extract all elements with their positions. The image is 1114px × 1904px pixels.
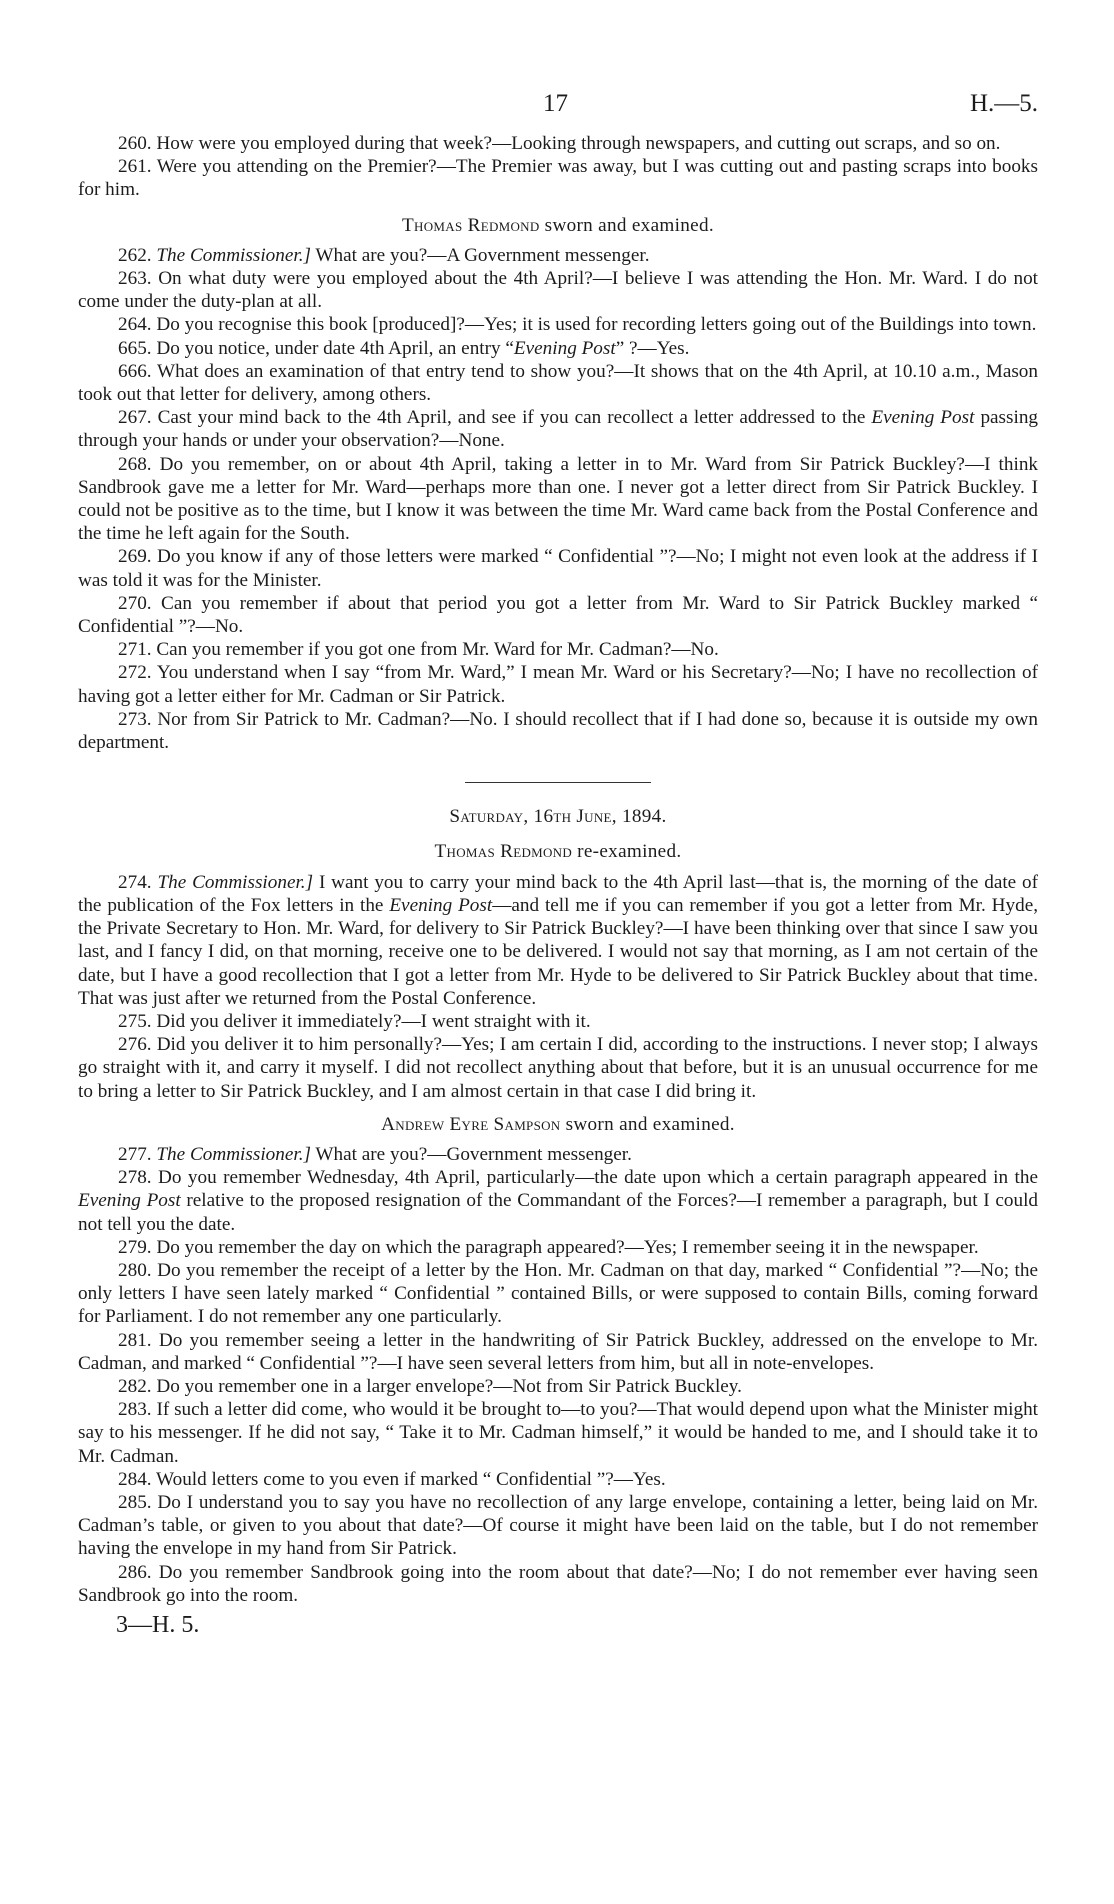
question-answer <box>78 1561 1038 1607</box>
question-answer <box>78 708 1038 754</box>
question-answer <box>78 1033 1038 1103</box>
question-number: 264. <box>118 314 152 336</box>
answer-dash: — <box>736 1190 757 1212</box>
question-number: 281. <box>118 1329 152 1351</box>
answer-dash: — <box>637 1399 657 1421</box>
question-answer <box>78 1010 1038 1033</box>
question-answer <box>78 267 1038 313</box>
answer-dash: — <box>195 616 215 638</box>
question-text: Can you remember if you got one from Mr. Ward for Mr. Cadman? <box>156 639 672 661</box>
question-answer <box>78 1398 1038 1468</box>
question-number: 282. <box>118 1375 152 1397</box>
answer-text: Looking through newspapers, and cutting out scraps, and so on. <box>511 133 1001 154</box>
answer-text: The Premier was away, but I was cutting out and pasting scraps into books for him. <box>78 156 1038 201</box>
answer-text: Not from Sir Patrick Buckley. <box>512 1375 742 1397</box>
question-number: 285. <box>118 1491 152 1513</box>
question-answer <box>78 155 1038 201</box>
question-answer <box>78 360 1038 406</box>
sampson-examination <box>78 1143 1038 1607</box>
running-head <box>78 92 1038 132</box>
question-number: 267. <box>118 407 152 429</box>
publication-title: Evening Post <box>871 407 975 429</box>
question-number: 260. <box>118 133 152 154</box>
answer-text: Yes. <box>632 1468 666 1490</box>
question-answer <box>78 244 1038 267</box>
answer-text: I think Sandbrook gave me a letter for Mr. Ward—perhaps more than one. I never got a letter direct from Sir Patrick Buckley. I could not be positive as to the time, but I know it was between the time Mr. Ward came back from the Postal Conference and the time he left again for the South. <box>78 453 1039 545</box>
answer-text: Yes; I am certain I did, according to the instructions. I never stop; I always go straight with it, and carry it myself. I did not recollect anything about that before, but it is an unusual occurrence for me to bring a letter to Sir Patrick Buckley, and I am almost certain in that case I did bring it. <box>78 1034 1038 1102</box>
question-answer <box>78 1259 1038 1329</box>
answer-dash: — <box>427 1143 447 1165</box>
question-answer <box>78 1143 1038 1166</box>
question-text: Do you remember the day on which the paragraph appeared? <box>156 1236 625 1258</box>
question-answer <box>78 545 1038 591</box>
question-text: —and tell me if you can remember if you got a letter from Mr. Hyde, the Private Secretary to Hon. Mr. Ward, for delivery to Sir Patrick Buckley? <box>78 894 1039 940</box>
answer-text: Government messenger. <box>446 1143 632 1165</box>
question-text: Do I understand you to say you have no recollection of any large envelope, containing a letter, being laid on Mr. Cadman’s table, or given to you about that date? <box>78 1491 1039 1537</box>
answer-dash: — <box>492 133 512 154</box>
question-text: Were you attending on the Premier? <box>156 156 437 178</box>
question-answer <box>78 1329 1038 1375</box>
question-number: 272. <box>118 662 152 684</box>
question-number: 283. <box>118 1399 152 1421</box>
question-text: passing through your hands or under your observation? <box>78 407 1039 452</box>
question-number: 277. <box>118 1143 152 1165</box>
answer-text: I believe I was attending the Hon. Mr. Ward. I do not come under the duty-plan at all. <box>78 268 1039 313</box>
question-number: 666. <box>118 360 152 382</box>
answer-text: I went straight with it. <box>420 1010 591 1032</box>
answer-text: That would depend upon what the Minister might say to his messenger. If he did not say, “ Take it to Mr. Cadman himself,” it would be handed to me, and I should take it to Mr. Cadman. <box>78 1399 1039 1467</box>
answer-dash: — <box>671 639 691 661</box>
question-number: 268. <box>118 453 152 475</box>
question-answer <box>78 1491 1038 1561</box>
answer-dash: — <box>450 708 470 730</box>
question-text: What are you? <box>315 244 428 266</box>
question-text: You understand when I say “from Mr. Ward,” I mean Mr. Ward or his Secretary? <box>156 662 792 684</box>
paper-reference: H.—5. <box>969 90 1038 117</box>
answer-text: I have been thinking over that since I saw you last, and I fancy I did, on that morning, receive one to be delivered. I would not say that morning, as I am not certain of the date, but I have a good recollection that I got a letter from Mr. Hyde to be delivered to Sir Patrick Buckley about that time. That was just after we returned from the Postal Conference. <box>78 918 1038 1009</box>
answer-text: No; I might not even look at the address if I was told it was for the Minister. <box>78 546 1038 591</box>
question-answer <box>78 1468 1038 1491</box>
question-answer <box>78 1236 1038 1259</box>
question-text: Do you remember Wednesday, 4th April, particularly—the date upon which a certain paragraph appeared in the <box>158 1167 1038 1189</box>
redmond-examination <box>78 244 1038 754</box>
answer-text: No; the only letters I have seen lately marked “ Confidential ” contained Bills, or were supposed to contain Bills, coming forward for Parliament. I do not remember any one particularly. <box>78 1259 1038 1328</box>
witness-status: sworn and examined. <box>565 1113 735 1135</box>
answer-text: No; I have no recollection of having got a letter either for Mr. Cadman or Sir Patrick. <box>78 662 1038 707</box>
answer-dash: — <box>692 1561 712 1583</box>
answer-dash: — <box>613 1468 633 1490</box>
question-text: Do you remember, on or about 4th April, taking a letter in to Mr. Ward from Sir Patrick Buckley? <box>159 453 965 475</box>
answer-dash: — <box>964 453 985 475</box>
answer-dash: — <box>493 1375 513 1397</box>
question-text: Do you know if any of those letters were marked “ Confidential ”? <box>157 546 677 568</box>
question-number: 273. <box>118 708 152 730</box>
document-page <box>78 92 1038 1639</box>
question-number: 279. <box>118 1236 152 1258</box>
answer-dash: — <box>676 546 696 568</box>
answer-text: A Government messenger. <box>446 244 650 266</box>
witness-status: sworn and examined. <box>544 214 714 236</box>
answer-dash: — <box>377 1352 397 1374</box>
question-number: 286. <box>118 1561 152 1583</box>
publication-title: Evening Post <box>78 1190 181 1212</box>
question-text: Do you remember Sandbrook going into the room about that date? <box>158 1561 693 1583</box>
answer-dash: — <box>624 1236 644 1258</box>
question-text: What are you? <box>315 1143 428 1165</box>
question-text: If such a letter did come, who would it be brought to—to you? <box>156 1399 638 1421</box>
question-text: Do you remember the receipt of a letter by the Hon. Mr. Cadman on that day, marked “ Confidential ”? <box>157 1259 962 1281</box>
answer-dash: — <box>592 268 612 290</box>
question-number: 274. <box>118 871 152 893</box>
question-text: ” ? <box>615 337 638 359</box>
signature-mark: 3—H. 5. <box>116 1611 200 1638</box>
question-number: 269. <box>118 546 152 568</box>
witness-name: Thomas Redmond <box>402 214 540 236</box>
question-number: 262. <box>118 244 152 266</box>
speaker-lead: The Commissioner.] <box>156 244 311 266</box>
answer-text: Yes. <box>656 337 690 359</box>
witness-heading-sampson <box>78 1113 1038 1136</box>
question-number: 276. <box>118 1034 152 1056</box>
question-answer <box>78 132 1038 155</box>
sitting-date-heading: Saturday, 16th June, 1894. <box>449 806 667 828</box>
question-text: relative to the proposed resignation of the Commandant of the Forces? <box>180 1190 737 1212</box>
question-number: 665. <box>118 337 152 359</box>
answer-text: I have seen several letters from him, but all in note-envelopes. <box>396 1352 875 1374</box>
question-answer <box>78 1375 1038 1398</box>
answer-dash: — <box>464 314 485 336</box>
question-number: 270. <box>118 592 152 614</box>
publication-title: Evening Post <box>513 337 616 359</box>
question-text: Do you remember seeing a letter in the handwriting of Sir Patrick Buckley, addressed on the envelope to Mr. Cadman, and marked “ Confidential ”? <box>78 1329 1038 1374</box>
question-answer <box>78 592 1038 638</box>
answer-text: It shows that on the 4th April, at 10.10 a.m., Mason took out that letter for delivery, among others. <box>78 360 1038 406</box>
redmond-re-examination <box>78 871 1038 1103</box>
answer-dash: — <box>442 1034 462 1056</box>
publication-title: Evening Post <box>389 894 493 916</box>
question-answer <box>78 638 1038 661</box>
answer-text: Yes; it is used for recording letters going out of the Buildings into town. <box>484 314 1037 336</box>
question-answer <box>78 871 1038 1010</box>
answer-text: I remember a paragraph, but I could not tell you the date. <box>78 1190 1038 1235</box>
question-text: Cast your mind back to the 4th April, and see if you can recollect a letter addressed to the <box>157 407 872 429</box>
answer-text: No. <box>690 639 719 661</box>
answer-dash: — <box>614 360 634 382</box>
question-text: Would letters come to you even if marked “ Confidential ”? <box>156 1468 614 1490</box>
question-text: Did you deliver it immediately? <box>156 1010 402 1032</box>
answer-text: Yes; I remember seeing it in the newspaper. <box>643 1236 979 1258</box>
question-answer <box>78 337 1038 360</box>
answer-text: No; I do not remember ever having seen Sandbrook go into the room. <box>78 1561 1039 1606</box>
intro-questions <box>78 132 1038 202</box>
question-answer <box>78 661 1038 707</box>
witness-heading-redmond-recalled <box>78 840 1038 863</box>
page-number: 17 <box>543 90 568 117</box>
witness-name: Thomas Redmond <box>434 841 573 863</box>
question-number: 261. <box>118 156 152 178</box>
witness-name: Andrew Eyre Sampson <box>381 1113 561 1135</box>
answer-text: Of course it might have been laid on the table, but I do not remember having the envelope in my hand from Sir Patrick. <box>78 1515 1038 1560</box>
question-text: Do you recognise this book [produced]? <box>156 314 465 336</box>
question-text: What does an examination of that entry tend to show you? <box>157 360 615 382</box>
answer-dash: — <box>439 430 459 452</box>
question-text: I want you to carry your mind back to the 4th April last—that is, the morning of the date of the publication of the Fox letters in the <box>78 871 1039 916</box>
witness-status: re-examined. <box>577 841 682 863</box>
question-number: 275. <box>118 1010 152 1032</box>
speaker-lead: The Commissioner.] <box>157 871 314 893</box>
witness-heading-redmond <box>78 214 1038 237</box>
question-number: 280. <box>118 1259 152 1281</box>
answer-text: No. <box>214 616 244 638</box>
question-text: On what duty were you employed about the 4th April? <box>158 268 593 290</box>
answer-dash: — <box>791 662 811 684</box>
question-answer <box>78 453 1038 546</box>
question-text: Nor from Sir Patrick to Mr. Cadman? <box>157 708 451 730</box>
answer-text: None. <box>458 430 505 452</box>
speaker-lead: The Commissioner.] <box>156 1143 311 1165</box>
answer-dash: — <box>401 1010 421 1032</box>
answer-dash: — <box>663 918 683 940</box>
question-number: 271. <box>118 639 152 661</box>
question-text: Can you remember if about that period you got a letter from Mr. Ward to Sir Patrick Buckley marked “ Confidential ”? <box>78 592 1038 638</box>
answer-dash: — <box>427 244 447 266</box>
answer-dash: — <box>463 1515 483 1537</box>
question-text: Do you remember one in a larger envelope? <box>156 1375 494 1397</box>
question-answer <box>78 406 1038 452</box>
question-number: 284. <box>118 1468 152 1490</box>
section-divider <box>465 782 651 783</box>
question-text: Did you deliver it to him personally? <box>156 1034 443 1056</box>
question-number: 278. <box>118 1167 152 1189</box>
question-answer <box>78 1166 1038 1236</box>
question-number: 263. <box>118 268 152 290</box>
answer-dash: — <box>961 1259 981 1281</box>
answer-dash: — <box>436 156 456 178</box>
question-text: Do you notice, under date 4th April, an entry “ <box>156 337 514 359</box>
answer-dash: — <box>637 337 657 359</box>
answer-text: No. I should recollect that if I had done so, because it is outside my own department. <box>78 708 1039 754</box>
question-text: How were you employed during that week? <box>156 133 493 154</box>
question-answer <box>78 313 1038 336</box>
